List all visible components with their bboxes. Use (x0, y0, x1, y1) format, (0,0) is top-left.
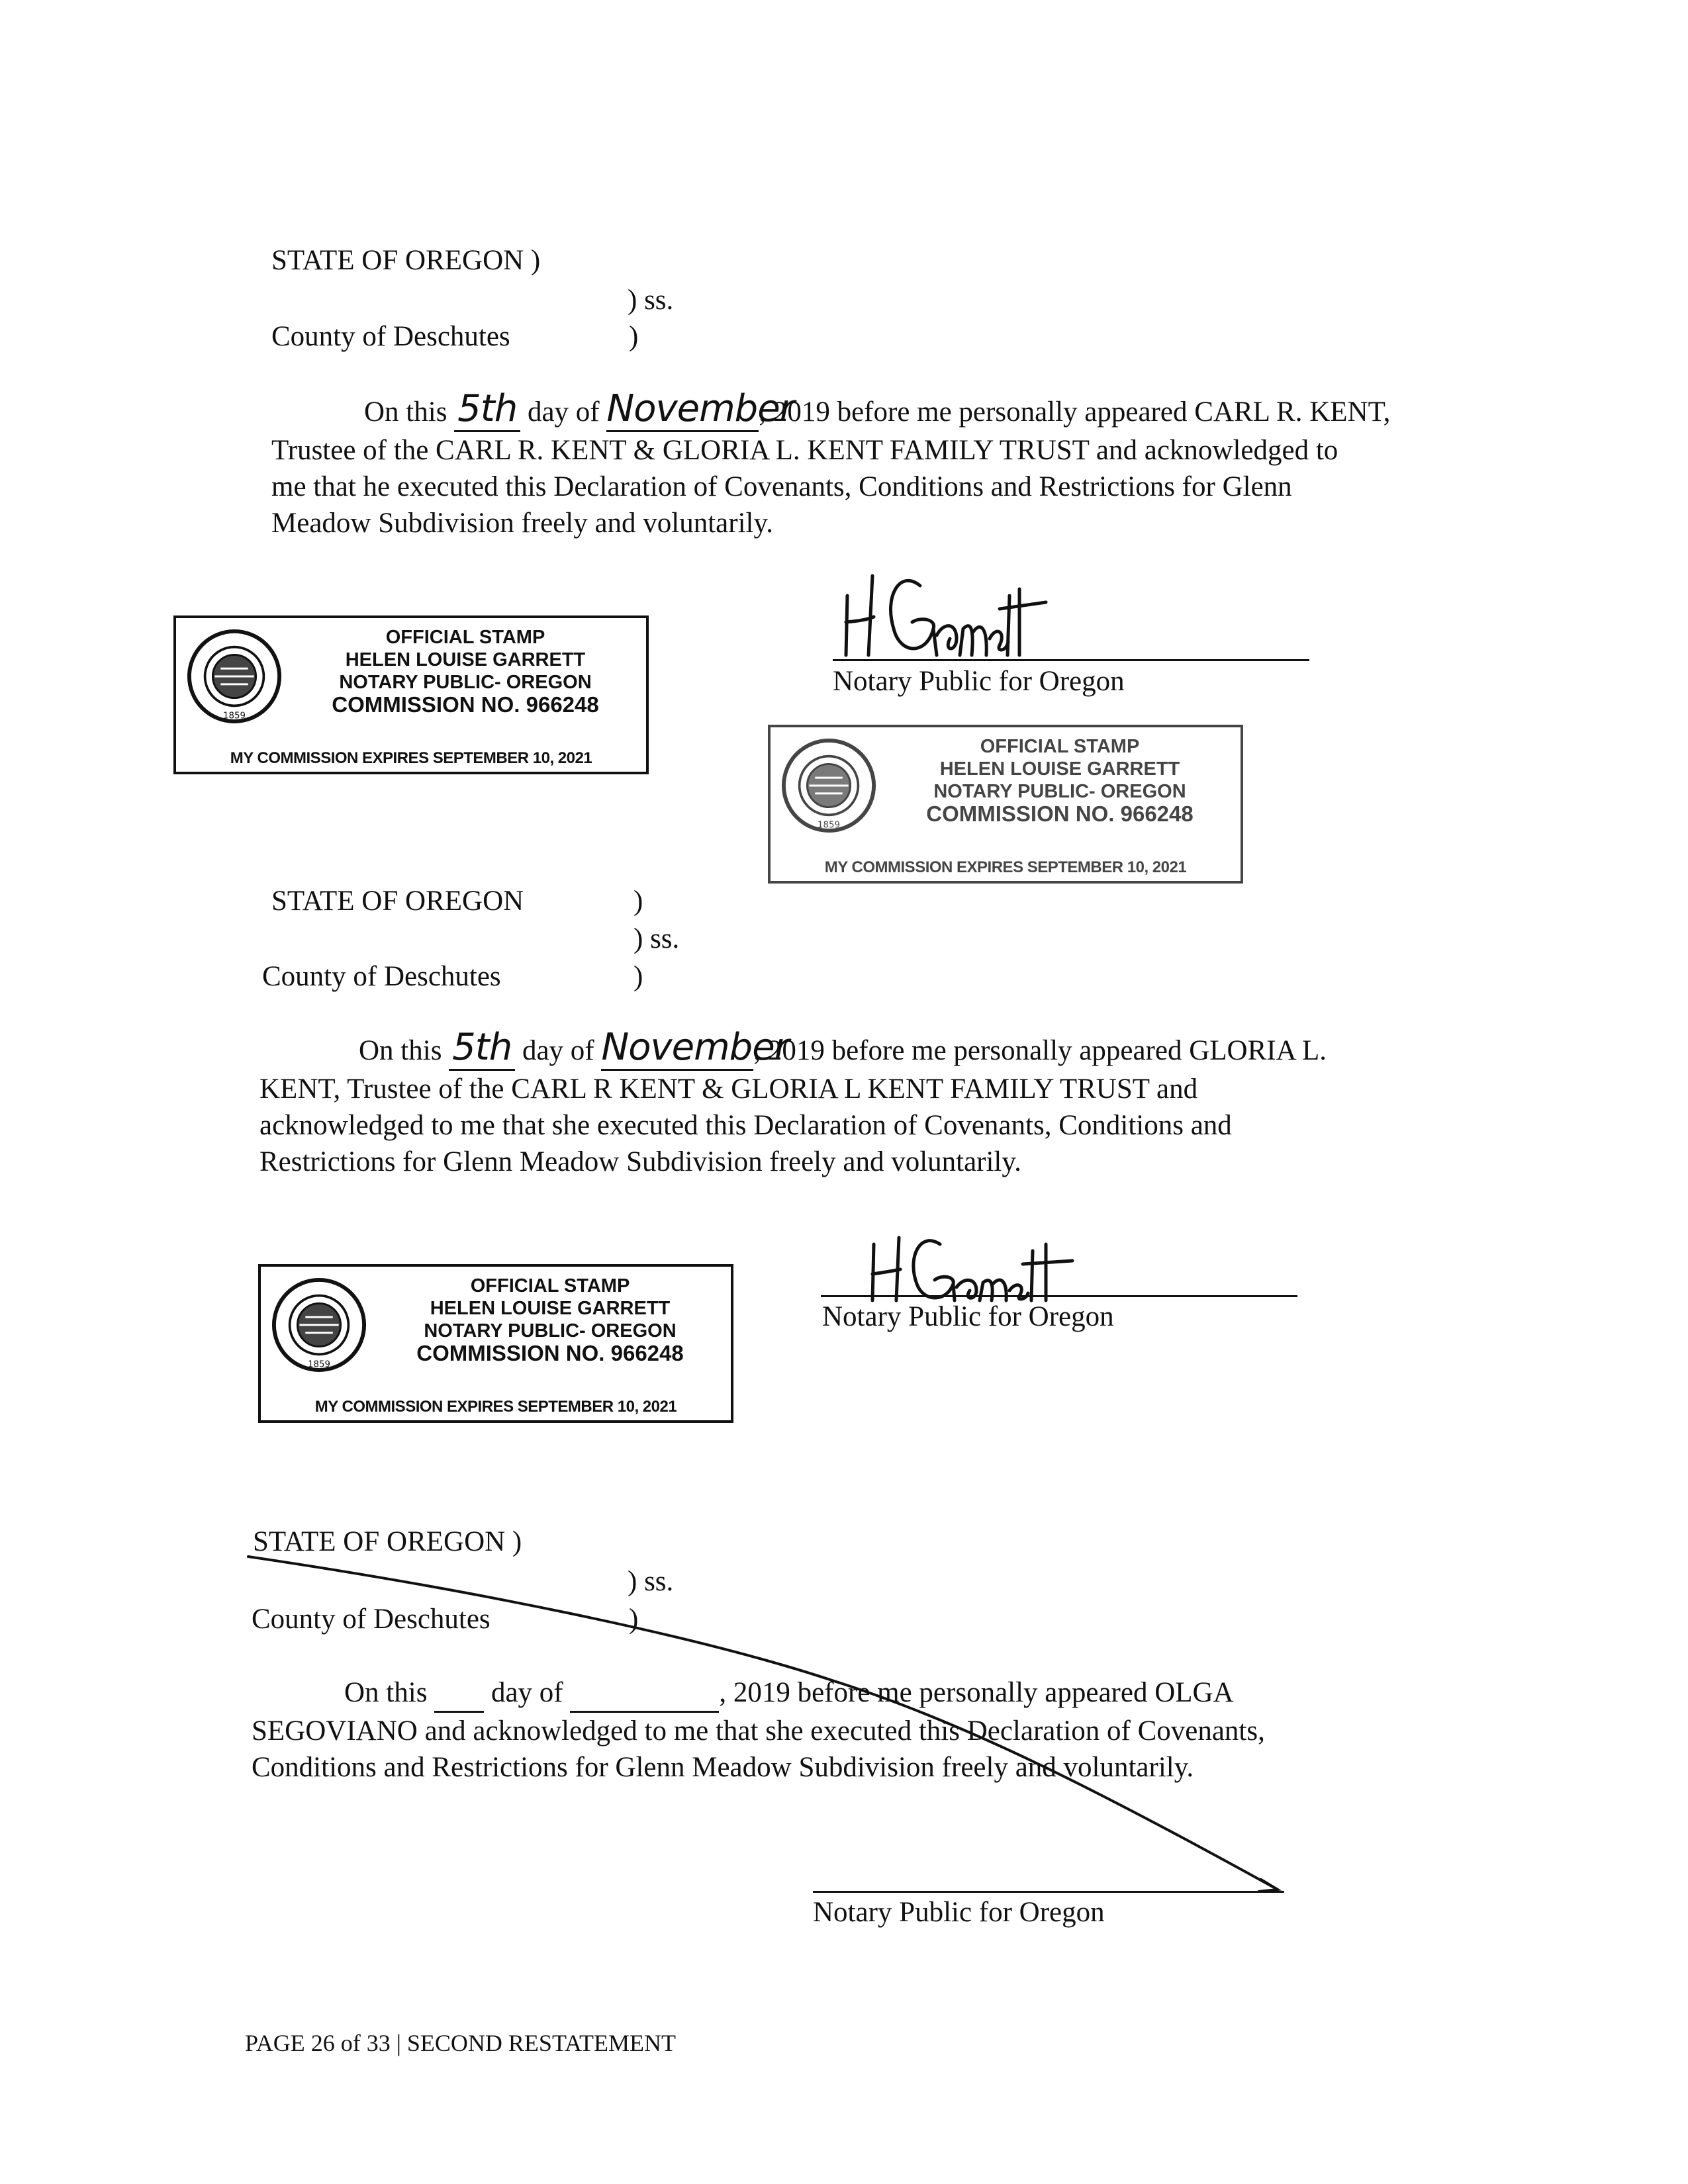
svg-text:1859: 1859 (308, 1359, 330, 1370)
stamp-expires: MY COMMISSION EXPIRES SEPTEMBER 10, 2021 (824, 858, 1187, 876)
county-label-3: County of Deschutes (252, 1604, 491, 1635)
state-paren-2: ) (633, 886, 643, 917)
state-seal-icon (780, 737, 878, 835)
stamp-role: NOTARY PUBLIC- OREGON (424, 1320, 677, 1342)
stamp-title: OFFICIAL STAMP (470, 1275, 630, 1297)
county-paren-3: ) (629, 1604, 639, 1635)
paragraph-line-1: On this day of , 2019 before me personally appeared OLGA (252, 1674, 1265, 1713)
stamp-commission: COMMISSION NO. 966248 (926, 801, 1194, 826)
notary-label-3: Notary Public for Oregon (813, 1897, 1105, 1928)
notary-signature-2 (854, 1224, 1092, 1310)
stamp-commission: COMMISSION NO. 966248 (332, 692, 599, 717)
month-field-3 (570, 1674, 719, 1713)
stamp-commission: COMMISSION NO. 966248 (416, 1341, 684, 1365)
notary-label-1: Notary Public for Oregon (833, 666, 1125, 697)
signature-line-3 (813, 1891, 1284, 1893)
stamp-name: HELEN LOUISE GARRETT (939, 758, 1180, 780)
page-footer: PAGE 26 of 33 | SECOND RESTATEMENT (245, 2030, 677, 2056)
county-paren-2: ) (633, 961, 643, 992)
stamp-role: NOTARY PUBLIC- OREGON (933, 781, 1186, 802)
state-heading-2: STATE OF OREGON (271, 886, 524, 917)
paragraph-line-3: Conditions and Restrictions for Glenn Meadow Subdivision freely and voluntarily. (252, 1752, 1194, 1783)
stamp-role: NOTARY PUBLIC- OREGON (339, 672, 592, 693)
paragraph-line-2: Trustee of the CARL R. KENT & GLORIA L. KENT FAMILY TRUST and acknowledged to (271, 435, 1338, 466)
county-label-1: County of Deschutes (271, 321, 510, 352)
signature-line-2 (821, 1295, 1297, 1297)
notary-label-2: Notary Public for Oregon (822, 1301, 1114, 1332)
paragraph-line-1: On this 5th day of November, 2019 before me personally appeared CARL R. KENT, (271, 390, 1390, 432)
signature-line-1 (833, 659, 1309, 661)
acknowledgment-paragraph-1 (271, 387, 1391, 541)
stamp-title: OFFICIAL STAMP (385, 627, 545, 648)
notary-signature-1 (821, 556, 1059, 668)
day-field-2: 5th (449, 1029, 515, 1071)
stamp-name: HELEN LOUISE GARRETT (430, 1298, 671, 1319)
official-stamp-2 (768, 725, 1243, 884)
paragraph-line-1: On this 5th day of November, 2019 before me personally appeared GLORIA L. (259, 1029, 1327, 1071)
state-heading-1: STATE OF OREGON ) (271, 245, 541, 276)
day-field-3 (434, 1674, 484, 1713)
day-field-1: 5th (454, 390, 520, 432)
paragraph-line-3: acknowledged to me that she executed this Declaration of Covenants, Conditions and (259, 1110, 1232, 1141)
paragraph-line-4: Restrictions for Glenn Meadow Subdivision freely and voluntarily. (259, 1146, 1021, 1177)
month-field-1: November (606, 390, 759, 432)
acknowledgment-paragraph-2 (259, 1026, 1327, 1180)
state-seal-icon (185, 627, 283, 725)
svg-text:1859: 1859 (818, 820, 840, 831)
state-heading-3: STATE OF OREGON ) (253, 1526, 522, 1557)
month-field-2: November (601, 1029, 753, 1071)
stamp-expires: MY COMMISSION EXPIRES SEPTEMBER 10, 2021 (314, 1398, 677, 1416)
stamp-expires: MY COMMISSION EXPIRES SEPTEMBER 10, 2021 (230, 749, 592, 767)
paragraph-line-3: me that he executed this Declaration of Covenants, Conditions and Restrictions for Glenn (271, 471, 1292, 502)
official-stamp-1 (173, 615, 649, 774)
county-paren-1: ) (629, 321, 639, 352)
state-seal-icon (270, 1276, 368, 1374)
stamp-name: HELEN LOUISE GARRETT (345, 649, 586, 670)
official-stamp-3 (258, 1264, 733, 1423)
ss-marker-3: ) ss. (628, 1566, 674, 1597)
acknowledgment-paragraph-3 (252, 1674, 1265, 1786)
paragraph-line-4: Meadow Subdivision freely and voluntarily. (271, 508, 773, 539)
ss-marker-2: ) ss. (633, 923, 680, 954)
county-label-2: County of Deschutes (262, 961, 501, 992)
ss-marker-1: ) ss. (628, 285, 674, 316)
svg-text:1859: 1859 (223, 711, 246, 721)
stamp-title: OFFICIAL STAMP (980, 736, 1140, 757)
paragraph-line-2: KENT, Trustee of the CARL R KENT & GLORIA L KENT FAMILY TRUST and (259, 1073, 1198, 1105)
paragraph-line-2: SEGOVIANO and acknowledged to me that she executed this Declaration of Covenants, (252, 1715, 1265, 1747)
